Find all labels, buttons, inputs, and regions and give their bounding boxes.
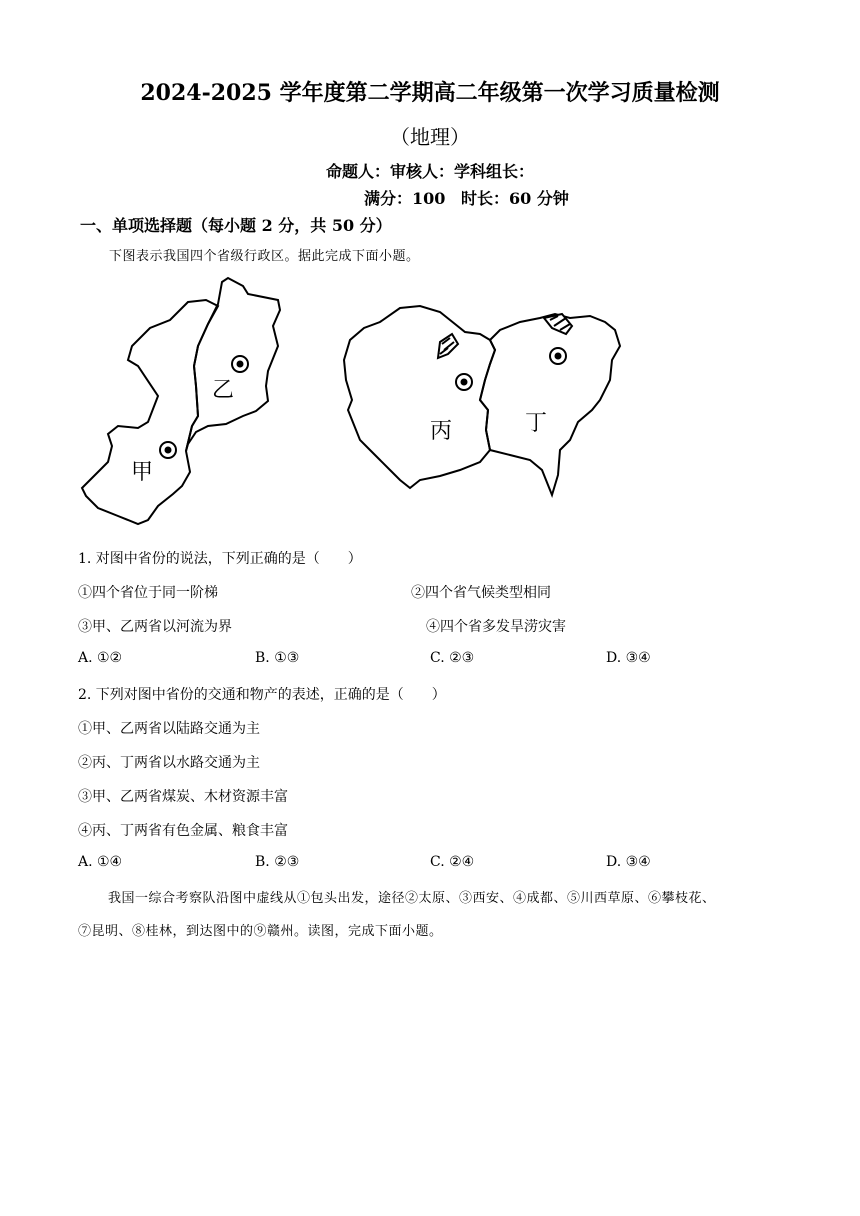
q2-stem: 2. 下列对图中省份的交通和物产的表述，正确的是（ ） [78,687,446,703]
q2-statement-1: ①甲、乙两省以陆路交通为主 [78,721,260,737]
q1-option-c: C. ②③ [430,650,475,666]
province-map-right [330,300,630,500]
map-label-jia: 甲 [131,460,154,485]
exam-authors: 命题人：审核人：学科组长： [325,162,534,181]
lake-hatch-bing [438,334,458,358]
q1-statement-3: ③甲、乙两省以河流为界 [78,619,232,635]
q1-option-b: B. ①③ [255,650,300,666]
exam-title: 2024-2025 学年度第二学期高二年级第一次学习质量检测 [140,80,720,106]
q2-statement-3: ③甲、乙两省煤炭、木材资源丰富 [78,789,288,805]
capital-marker-ding [550,348,566,364]
exam-duration: 时长：60 分钟 [461,189,569,208]
q1-statement-1: ①四个省位于同一阶梯 [78,585,218,601]
q1-stem: 1. 对图中省份的说法，下列正确的是（ ） [78,551,362,567]
province-jia-outline [82,300,218,524]
q2-statement-2: ②丙、丁两省以水路交通为主 [78,755,260,771]
q2-option-b: B. ②③ [255,854,300,870]
q1-statement-2: ②四个省气候类型相同 [411,585,551,601]
q2-option-c: C. ②④ [430,854,475,870]
map-label-yi: 乙 [212,378,235,403]
section-heading: 一、单项选择题（每小题 2 分，共 50 分） [80,216,392,235]
section-intro: 下图表示我国四个省级行政区。据此完成下面小题。 [109,249,420,264]
capital-marker-yi [232,356,248,372]
q2-option-d: D. ③④ [606,854,651,870]
q1-statement-4: ④四个省多发旱涝灾害 [426,619,566,635]
province-map-left [78,276,298,526]
q2-option-a: A. ①④ [78,854,123,870]
passage-line-1: 我国一综合考察队沿图中虚线从①包头出发，途径②太原、③西安、④成都、⑤川西草原、⑥攀枝花、 [108,891,716,906]
capital-marker-bing [456,374,472,390]
map-label-bing: 丙 [430,419,453,444]
q2-statement-4: ④丙、丁两省有色金属、粮食丰富 [78,823,288,839]
province-ding-outline [480,314,620,495]
passage-line-2: ⑦昆明、⑧桂林，到达图中的⑨赣州。读图，完成下面小题。 [78,924,443,939]
q1-option-a: A. ①② [78,650,123,666]
province-bing-outline [344,306,495,488]
capital-marker-jia [160,442,176,458]
q1-option-d: D. ③④ [606,650,651,666]
exam-score: 满分：100 [364,189,446,208]
map-label-ding: 丁 [525,411,548,436]
exam-subject: （地理） [390,125,470,149]
